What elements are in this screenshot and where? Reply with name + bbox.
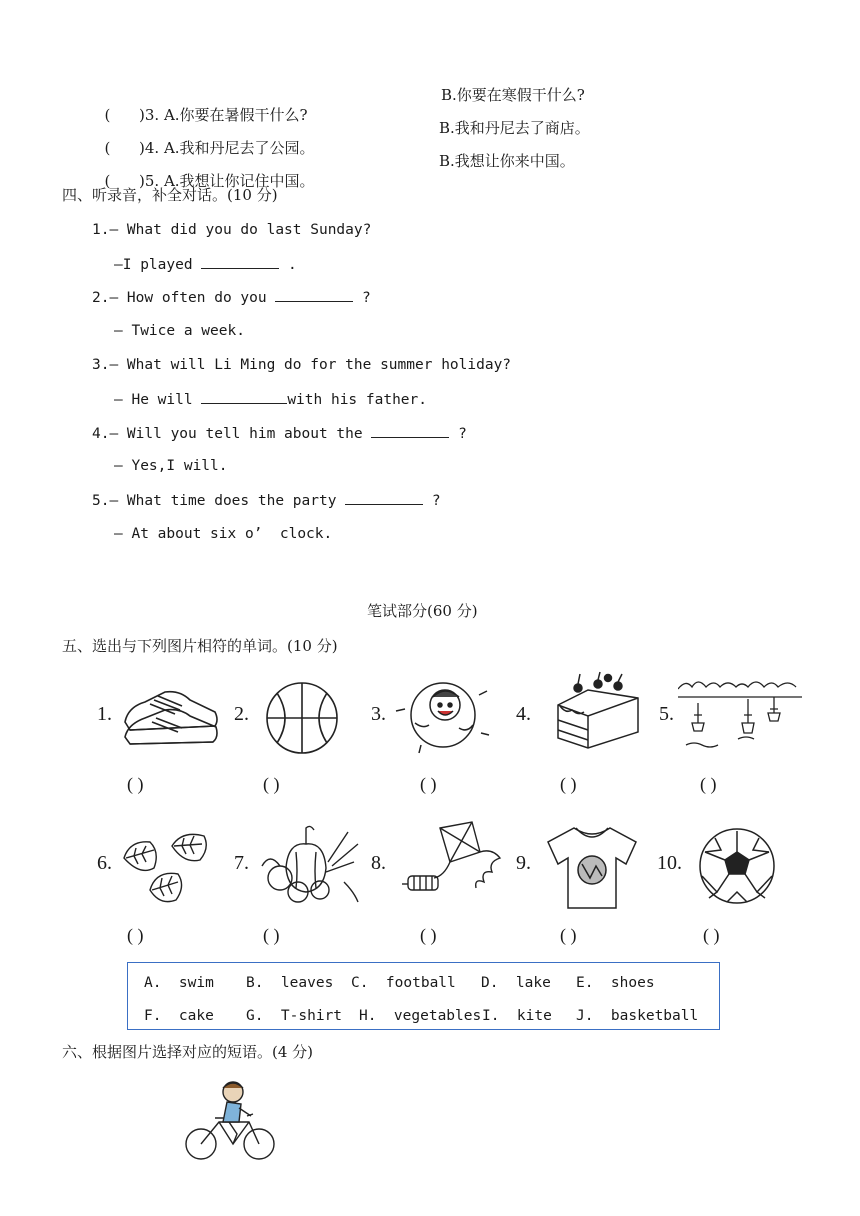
option-g-t-shirt: G. T-shirt (246, 1008, 343, 1024)
option-j-basketball: J. basketball (576, 1008, 699, 1024)
boy-riding-bike-image (183, 1078, 279, 1164)
answer-paren[interactable]: ( ) (560, 925, 577, 945)
dialog-2-answer: — Twice a week. (114, 323, 245, 339)
cake-image (548, 670, 648, 754)
section-6-title: 六、根据图片选择对应的短语。(4 分) (62, 1043, 314, 1061)
dialog-1-answer: —I played . (114, 254, 297, 275)
answer-paren[interactable]: ( ) (703, 925, 720, 945)
option-d-lake: D. lake (481, 975, 551, 991)
basketball-image (263, 680, 341, 756)
picture-number: 4. (516, 703, 531, 725)
answer-paren[interactable]: ( ) (700, 774, 717, 794)
answer-paren[interactable]: ( ) (104, 172, 145, 190)
dialog-3-answer: — He will with his father. (114, 389, 427, 410)
fill-blank[interactable] (201, 389, 287, 404)
answer-paren[interactable]: ( ) (263, 774, 280, 794)
picture-number: 6. (97, 852, 112, 874)
answer-paren[interactable]: ( ) (127, 774, 144, 794)
option-c-football: C. football (351, 975, 456, 991)
t-shirt-image (546, 824, 638, 910)
option-i-kite: I. kite (482, 1008, 552, 1024)
football-image (697, 826, 777, 906)
fill-blank[interactable] (275, 287, 353, 302)
option-b-leaves: B. leaves (246, 975, 334, 991)
option-a: A.我和丹尼去了公园。 (163, 139, 315, 157)
vegetables-image (258, 822, 362, 916)
swimming-boy-image (393, 673, 491, 755)
item-4-option-b: B.我和丹尼去了商店。 (439, 119, 590, 137)
word-options-box (127, 962, 720, 1030)
picture-number: 2. (234, 703, 249, 725)
answer-paren[interactable]: ( ) (127, 925, 144, 945)
dialog-2-question: 2.— How often do you ? (92, 287, 371, 308)
dialog-5-question: 5.— What time does the party ? (92, 490, 441, 511)
option-a: A.我想让你记住中国。 (163, 172, 315, 190)
picture-number: 3. (371, 703, 386, 725)
answer-paren[interactable]: ( ) (420, 925, 437, 945)
section-4-title: 四、听录音，补全对话。(10 分) (62, 186, 278, 204)
fill-blank[interactable] (345, 490, 423, 505)
lake-image (678, 675, 802, 755)
answer-paren[interactable]: ( ) (263, 925, 280, 945)
item-3-option-b: B.你要在寒假干什么? (441, 86, 585, 104)
option-e-shoes: E. shoes (576, 975, 655, 991)
option-a-swim: A. swim (144, 975, 214, 991)
fill-blank[interactable] (371, 423, 449, 438)
picture-number: 10. (657, 852, 682, 874)
answer-paren[interactable]: ( ) (104, 106, 145, 124)
dialog-1-question: 1.— What did you do last Sunday? (92, 222, 372, 238)
picture-number: 7. (234, 852, 249, 874)
section-5-title: 五、选出与下列图片相符的单词。(10 分) (62, 637, 338, 655)
answer-paren[interactable]: ( ) (420, 774, 437, 794)
dialog-5-answer: — At about six o’ clock. (114, 526, 333, 542)
answer-paren[interactable]: ( ) (104, 139, 145, 157)
picture-number: 9. (516, 852, 531, 874)
option-a: A.你要在暑假干什么? (163, 106, 308, 124)
picture-number: 1. (97, 703, 112, 725)
shoes-image (120, 682, 220, 752)
dialog-4-question: 4.— Will you tell him about the ? (92, 423, 467, 444)
fill-blank[interactable] (201, 254, 279, 269)
leaves-image (120, 830, 218, 910)
picture-number: 8. (371, 852, 386, 874)
picture-number: 5. (659, 703, 674, 725)
option-f-cake: F. cake (144, 1008, 214, 1024)
answer-paren[interactable]: ( ) (560, 774, 577, 794)
option-h-vegetables: H. vegetables (359, 1008, 482, 1024)
item-number: 3. (144, 106, 160, 124)
item-number: 4. (144, 139, 160, 157)
written-part-header: 笔试部分(60 分) (367, 602, 478, 620)
dialog-4-answer: — Yes,I will. (114, 458, 228, 474)
dialog-3-question: 3.— What will Li Ming do for the summer holiday? (92, 357, 512, 373)
item-5-option-b: B.我想让你来中国。 (439, 152, 575, 170)
item-number: 5. (144, 172, 160, 190)
kite-image (400, 818, 512, 914)
